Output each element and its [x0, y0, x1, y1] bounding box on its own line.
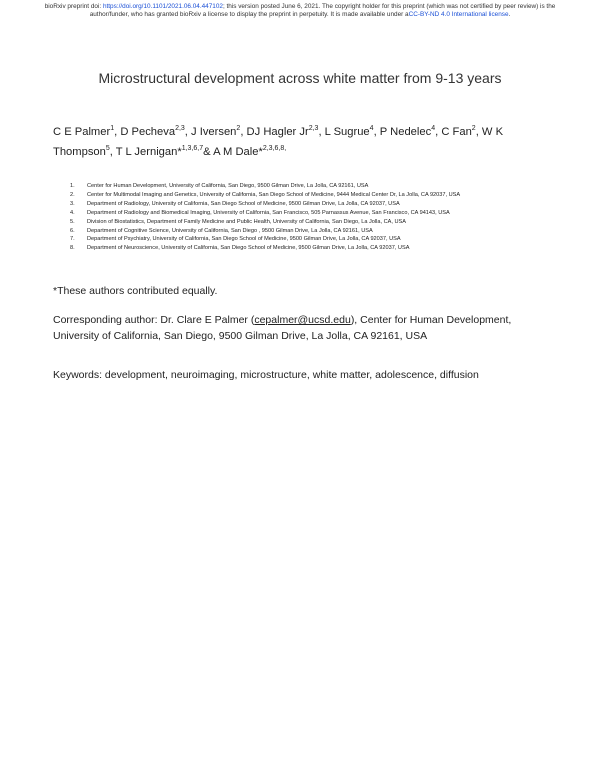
affiliation-text: Center for Multimodal Imaging and Genetics, University of California, San Diego School of Medicine, 9444 Medical Center Dr, La Jolla, CA 92037, USA: [87, 191, 461, 198]
affiliation-number: 7.: [70, 236, 75, 243]
author-affiliation-marker: 1: [110, 125, 115, 132]
author: [380, 126, 435, 138]
affiliation-text: Department of Psychiatry, University of California, San Diego School of Medicine, 9500 Gilman Drive, La Jolla, CA 92037, USA: [87, 236, 401, 243]
affiliation-number: 8.: [70, 245, 75, 252]
doi-link[interactable]: https://doi.org/10.1101/2021.06.04.447102: [102, 3, 223, 10]
author-affiliation-marker: 2,3: [308, 125, 319, 132]
author-name: W K Thompson: [53, 126, 504, 158]
author: [325, 126, 374, 138]
author: [247, 126, 319, 138]
affiliation-item: [70, 218, 560, 227]
equal-contribution-note: *These authors contributed equally.: [53, 285, 218, 297]
affiliation-text: Department of Radiology and Biomedical Imaging, University of California, San Francisco, 505 Parnassus Avenue, San Francisco, CA 94143, USA: [87, 209, 450, 216]
affiliation-text: Division of Biostatistics, Department of Family Medicine and Public Health, University of California, San Diego, La Jolla, CA, USA: [87, 218, 406, 225]
affiliation-number: 1.: [70, 183, 75, 189]
author: [441, 126, 475, 138]
affiliation-text: Department of Radiology, University of California, San Diego School of Medicine, 9500 Gilman Drive, La Jolla, CA 92037, USA: [87, 200, 400, 207]
author: [53, 126, 114, 138]
preprint-notice: [40, 3, 560, 18]
affiliation-text: Department of Cognitive Science, University of California, San Diego , 9500 Gilman Drive, La Jolla, CA 92161, USA: [87, 227, 373, 234]
author-name: L Sugrue: [324, 126, 370, 138]
author-name: A M Dale*: [213, 146, 263, 158]
corresponding-email[interactable]: cepalmer@ucsd.edu: [254, 314, 351, 326]
affiliation-list: [70, 182, 560, 253]
affiliation-item: [70, 244, 560, 253]
author-name: D Pecheva: [120, 126, 176, 138]
notice-text: ; this version posted June 6, 2021. The copyright holder for this preprint (which was not certified by peer review) is the author/funder, who has granted bioRxiv a license to display the preprint in perpetuity. It is made available under a: [89, 3, 556, 18]
author-name: T L Jernigan*: [115, 146, 182, 158]
affiliation-item: [70, 200, 560, 209]
affiliation-number: 2.: [70, 191, 75, 198]
affiliation-item: [70, 182, 560, 191]
affiliation-item: [70, 227, 560, 236]
author: [116, 146, 203, 158]
affiliation-text: Department of Neuroscience, University of California, San Diego School of Medicine, 9500 Gilman Drive, La Jolla, CA 92037, USA: [87, 245, 410, 252]
author-name: DJ Hagler Jr: [246, 126, 309, 138]
author-affiliation-marker: 5: [105, 145, 110, 152]
affiliation-text: Center for Human Development, University of California, San Diego, 9500 Gilman Drive, La Jolla, CA 92161, USA: [87, 183, 369, 189]
corresponding-prefix: Corresponding author: Dr. Clare E Palmer (: [53, 314, 255, 326]
author-list: C E Palmer$^1$, D Pecheva$^{2,3}$, J Iversen$^2$, DJ Hagler Jr$^{2,3}$, L Sugrue$^4$, P Nedelec$^4$, C Fan$^2$, W K Thompson$^5$, T L Jernigan*$^{1,3,6,7}$& A M Dale*$^{2,3,6,8,}$: [53, 125, 504, 158]
author-affiliation-marker: 2: [471, 125, 476, 132]
affiliation-item: [70, 235, 560, 244]
affiliation-number: 6.: [70, 227, 75, 234]
corresponding-author: [53, 312, 553, 344]
author-name: C Fan: [441, 126, 472, 138]
affiliation-item: [70, 209, 560, 218]
affiliation-number: 4.: [70, 209, 75, 216]
author-affiliation-marker: 2,3,6,8,: [262, 145, 287, 152]
author-name: J Iversen: [191, 126, 237, 138]
author: [120, 126, 184, 138]
paper-title: Microstructural development across white matter from 9-13 years: [98, 70, 502, 86]
affiliation-number: 5.: [70, 218, 75, 225]
author-affiliation-marker: 4: [369, 125, 374, 132]
keywords: Keywords: development, neuroimaging, microstructure, white matter, adolescence, diffusion: [53, 369, 479, 381]
author-name: C E Palmer: [53, 126, 111, 138]
author-affiliation-marker: 4: [431, 125, 436, 132]
corresponding-address: ), Center for Human Development, University of California, San Diego, 9500 Gilman Drive, La Jolla, CA 92161, USA: [53, 314, 512, 342]
author: [191, 126, 240, 138]
affiliation-item: [70, 191, 560, 200]
notice-prefix: bioRxiv preprint doi:: [44, 3, 103, 10]
author-affiliation-marker: 2: [236, 125, 241, 132]
author-affiliation-marker: 2,3: [175, 125, 185, 132]
affiliation-number: 3.: [70, 200, 75, 207]
author-affiliation-marker: 1,3,6,7: [181, 145, 204, 152]
notice-suffix: .: [508, 10, 511, 18]
author: [213, 146, 286, 158]
author-name: P Nedelec: [379, 126, 432, 138]
license-link[interactable]: CC-BY-ND 4.0 International license: [408, 10, 509, 18]
